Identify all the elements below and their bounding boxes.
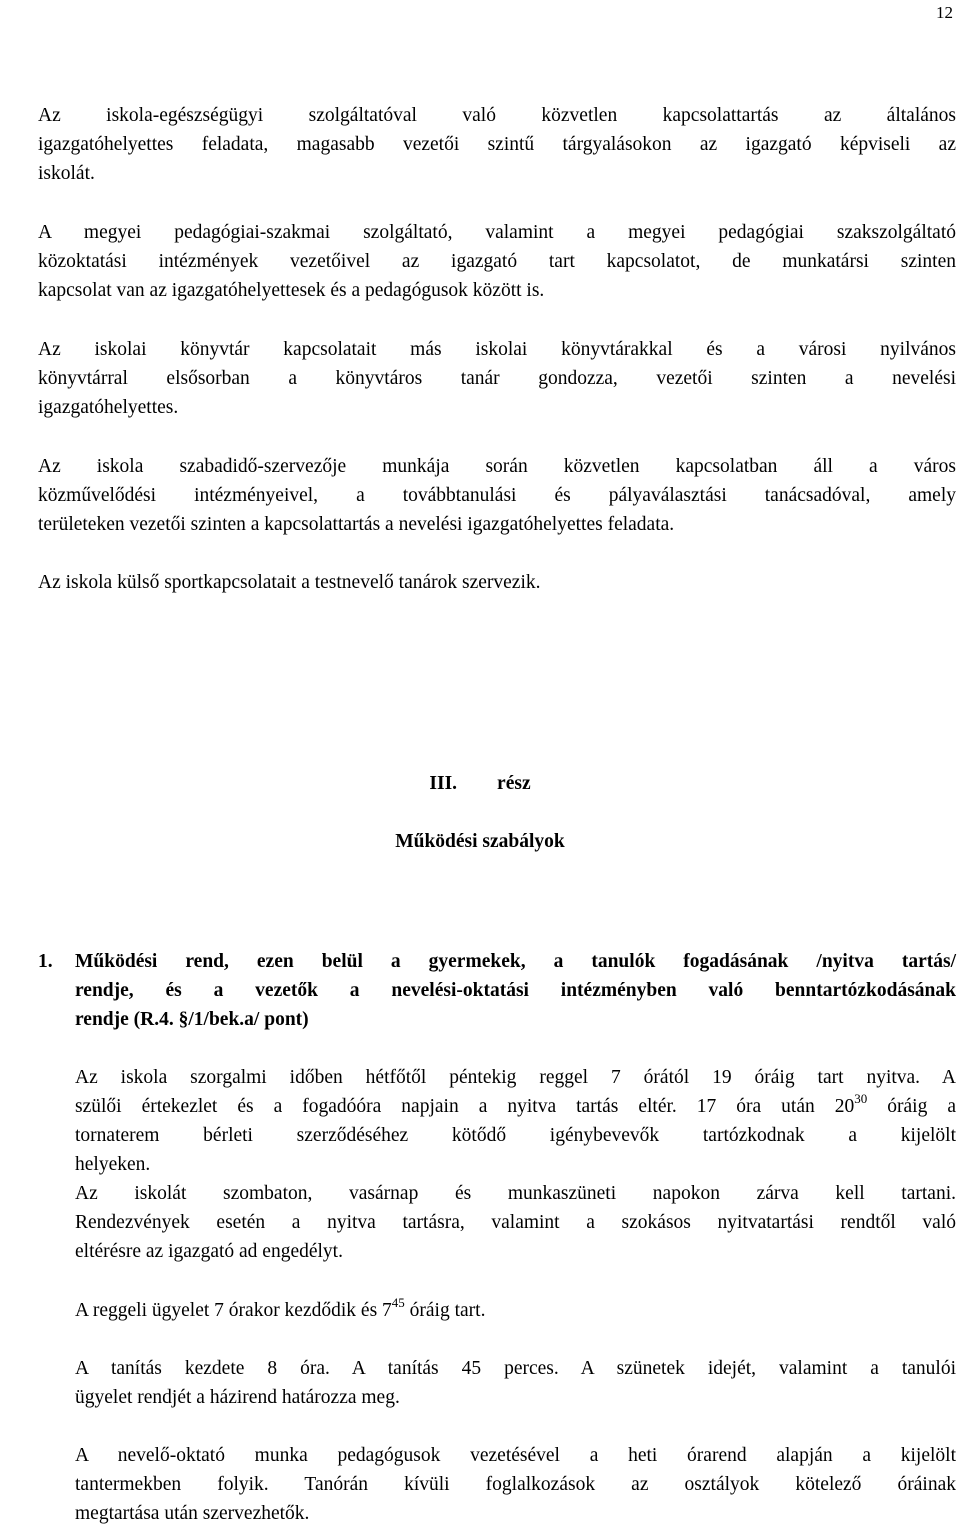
part-label: rész [497, 773, 531, 794]
text-line: Az iskola szorgalmi időben hétfőtől péntekig reggel 7 órától 19 óráig tart nyitva. A [75, 1067, 956, 1088]
text-line: A megyei pedagógiai-szakmai szolgáltató, valamint a megyei pedagógiai szakszolgáltató [38, 222, 956, 243]
paragraph-timetable [75, 1441, 956, 1528]
paragraph-library [38, 335, 956, 422]
paragraph-opening-hours [75, 1063, 956, 1266]
text-line [75, 1296, 956, 1325]
text-line: Az iskola-egészségügyi szolgáltatóval való közvetlen kapcsolattartás az általános [38, 105, 956, 126]
section-heading [38, 947, 956, 1034]
text-fragment: óráig tart. [404, 1300, 486, 1321]
part-title: Működési szabályok [395, 831, 565, 852]
text-line: könyvtárral elsősorban a könyvtáros tanár gondozza, vezetői szinten a nevelési [38, 368, 956, 389]
text-line: megtartása után szervezhetők. [75, 1503, 310, 1524]
text-line: tantermekben folyik. Tanórán kívüli foglalkozások az osztályok kötelező óráinak [75, 1474, 956, 1495]
paragraph-leisure-organizer [38, 452, 956, 539]
text-line: kapcsolat van az igazgatóhelyettesek és a pedagógusok között is. [38, 280, 545, 301]
text-line: igazgatóhelyettes feladata, magasabb vezetői szintű tárgyalásokon az igazgató képviseli az [38, 134, 956, 155]
heading-line: rendje, és a vezetők a nevelési-oktatási intézményben való benntartózkodásának [75, 980, 956, 1001]
text-line: eltérésre az igazgató ad engedélyt. [75, 1241, 343, 1262]
heading-line: rendje (R.4. §/1/bek.a/ pont) [75, 1009, 309, 1030]
text-fragment: szülői értekezlet és a fogadóóra napjain a nyitva tartás eltér. 17 óra után 20 [75, 1096, 855, 1117]
text-line: Az iskola szabadidő-szervezője munkája során közvetlen kapcsolatban áll a város [38, 456, 956, 477]
superscript: 45 [391, 1295, 405, 1310]
section-number: 1. [38, 951, 53, 972]
text-line: Az iskolai könyvtár kapcsolatait más iskolai könyvtárakkal és a városi nyilvános [38, 339, 956, 360]
paragraph-teaching-start [75, 1354, 956, 1412]
text-fragment: óráig a [867, 1096, 956, 1117]
text-line: A nevelő-oktató munka pedagógusok vezetésével a heti órarend alapján a kijelölt [75, 1445, 956, 1466]
text-line: közművelődési intézményeivel, a továbbtanulási és pályaválasztási tanácsadóval, amely [38, 485, 956, 506]
text-line: tornaterem bérleti szerződéséhez kötődő igénybevevők tartózkodnak a kijelölt [75, 1125, 956, 1146]
text-line: iskolát. [38, 163, 95, 184]
page-number: 12 [936, 3, 953, 22]
superscript: 30 [854, 1091, 868, 1106]
text-line: Rendezvények esetén a nyitva tartásra, valamint a szokásos nyitvatartási rendtől való [75, 1212, 956, 1233]
section-heading-text [75, 947, 956, 1034]
part-number: III. [429, 773, 458, 794]
paragraph-sports [38, 568, 956, 597]
paragraph-morning-duty [75, 1296, 956, 1325]
part-heading [0, 773, 960, 795]
heading-line: Működési rend, ezen belül a gyermekek, a tanulók fogadásának /nyitva tartás/ [75, 951, 956, 972]
text-line: Az iskola külső sportkapcsolatait a testnevelő tanárok szervezik. [38, 572, 541, 593]
text-line: ügyelet rendjét a házirend határozza meg. [75, 1387, 400, 1408]
text-line: helyeken. [75, 1154, 151, 1175]
text-line: Az iskolát szombaton, vasárnap és munkaszüneti napokon zárva kell tartani. [75, 1183, 956, 1204]
text-line [75, 1092, 956, 1121]
text-line: közoktatási intézmények vezetőivel az igazgató tart kapcsolatot, de munkatársi szinten [38, 251, 956, 272]
paragraph-county-services [38, 218, 956, 305]
text-line: A tanítás kezdete 8 óra. A tanítás 45 perces. A szünetek idejét, valamint a tanulói [75, 1358, 956, 1379]
text-fragment: A reggeli ügyelet 7 órakor kezdődik és 7 [75, 1300, 392, 1321]
text-line: területeken vezetői szinten a kapcsolattartás a nevelési igazgatóhelyettes feladata. [38, 514, 675, 535]
text-line: igazgatóhelyettes. [38, 397, 179, 418]
paragraph-health-service [38, 101, 956, 188]
